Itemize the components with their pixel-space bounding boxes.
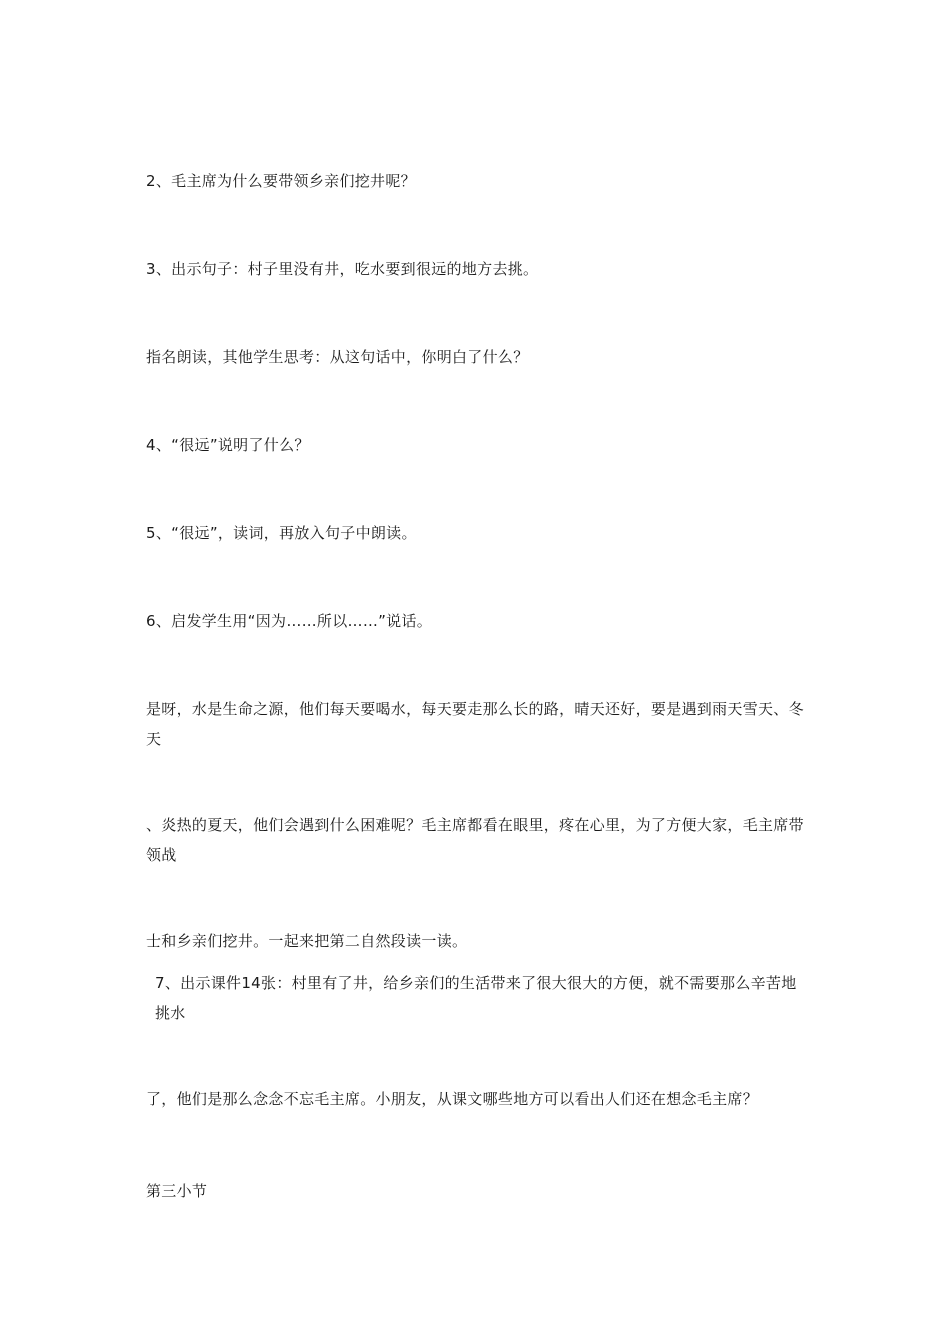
section-heading-third: 第三小节: [146, 1182, 208, 1200]
paragraph-dig-well: 士和乡亲们挖井。一起来把第二自然段读一读。: [146, 932, 468, 950]
paragraph-remember-chairman: 了，他们是那么念念不忘毛主席。小朋友，从课文哪些地方可以看出人们还在想念毛主席？: [146, 1090, 759, 1108]
paragraph-hot-summer: 、炎热的夏天，他们会遇到什么困难呢？毛主席都看在眼里，疼在心里，为了方便大家，毛主席带领战: [146, 816, 804, 864]
paragraph-show-sentence: 3、出示句子：村子里没有井，吃水要到很远的地方去挑。: [146, 260, 539, 278]
paragraph-water-life: 是呀，水是生命之源，他们每天要喝水，每天要走那么长的路，晴天还好，要是遇到雨天雪天、冬天: [146, 700, 804, 748]
paragraph-step-6: 6、启发学生用“因为……所以……”说话。: [146, 612, 433, 630]
paragraph-step-5: 5、“很远”，读词，再放入句子中朗读。: [146, 524, 417, 542]
paragraph-question-4: 4、“很远”说明了什么？: [146, 436, 310, 454]
paragraph-question-2: 2、毛主席为什么要带领乡亲们挖井呢？: [146, 172, 416, 190]
paragraph-read-aloud: 指名朗读，其他学生思考：从这句话中，你明白了什么？: [146, 348, 529, 366]
paragraph-step-7: 7、出示课件14张：村里有了井，给乡亲们的生活带来了很大很大的方便，就不需要那么辛苦地挑水: [155, 974, 797, 1022]
